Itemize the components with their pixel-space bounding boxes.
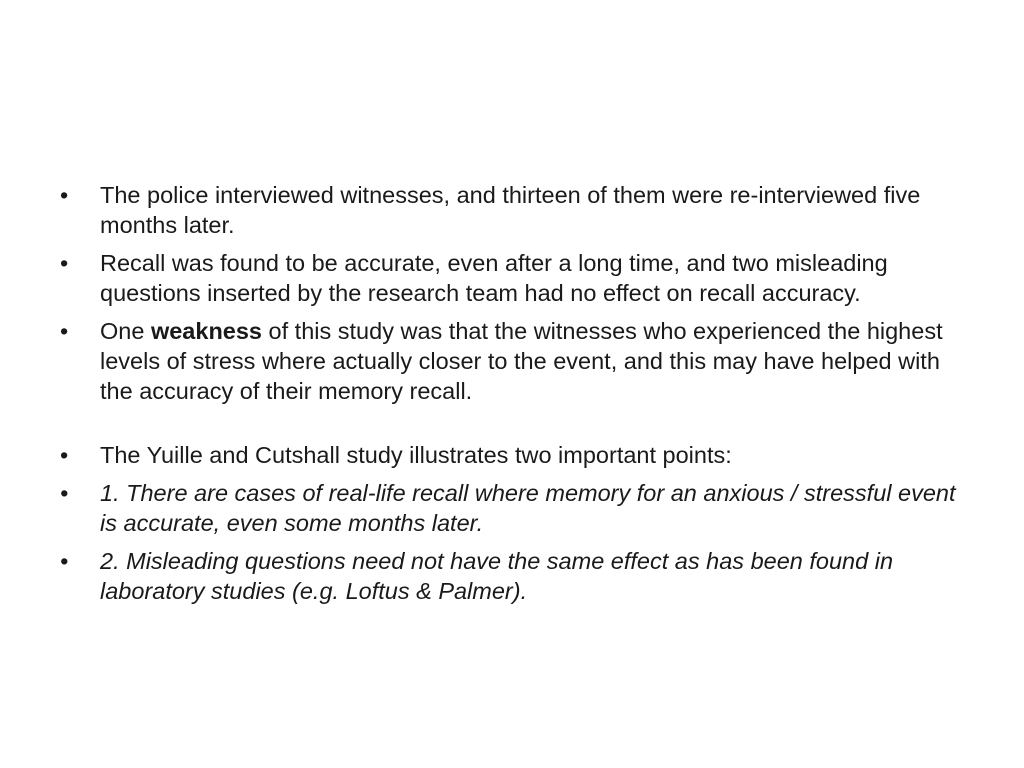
bullet-list [58,180,968,614]
bullet-icon: • [60,548,69,574]
bullet-icon: • [60,318,69,344]
bullet-text: 1. There are cases of real-life recall where memory for an anxious / stressful event is accurate, even some months later. [100,480,956,536]
bullet-item [58,316,968,406]
bullet-item [58,248,968,308]
bullet-item [58,478,968,538]
bullet-text [100,318,943,404]
weakness-emphasis: weakness [150,318,263,344]
bullet-item [58,440,968,470]
bullet-text: The police interviewed witnesses, and thirteen of them were re-interviewed five months later. [100,182,921,238]
bullet-text: Recall was found to be accurate, even after a long time, and two misleading questions inserted by the research team had no effect on recall accuracy. [100,250,888,306]
bullet-icon: • [60,250,69,276]
bullet-text-start: One [100,318,151,344]
bullet-text: The Yuille and Cutshall study illustrates two important points: [100,442,732,468]
bullet-item [58,180,968,240]
bullet-text: 2. Misleading questions need not have the same effect as has been found in laboratory studies (e.g. Loftus & Palmer). [100,548,894,604]
bullet-item [58,546,968,606]
bullet-text-end: of this study was that the witnesses who experienced the highest levels of stress where actually closer to the event, and this may have helped with the accuracy of their memory recall. [100,318,943,404]
bullet-icon: • [60,442,69,468]
bullet-icon: • [60,182,69,208]
bullet-icon: • [60,480,69,506]
